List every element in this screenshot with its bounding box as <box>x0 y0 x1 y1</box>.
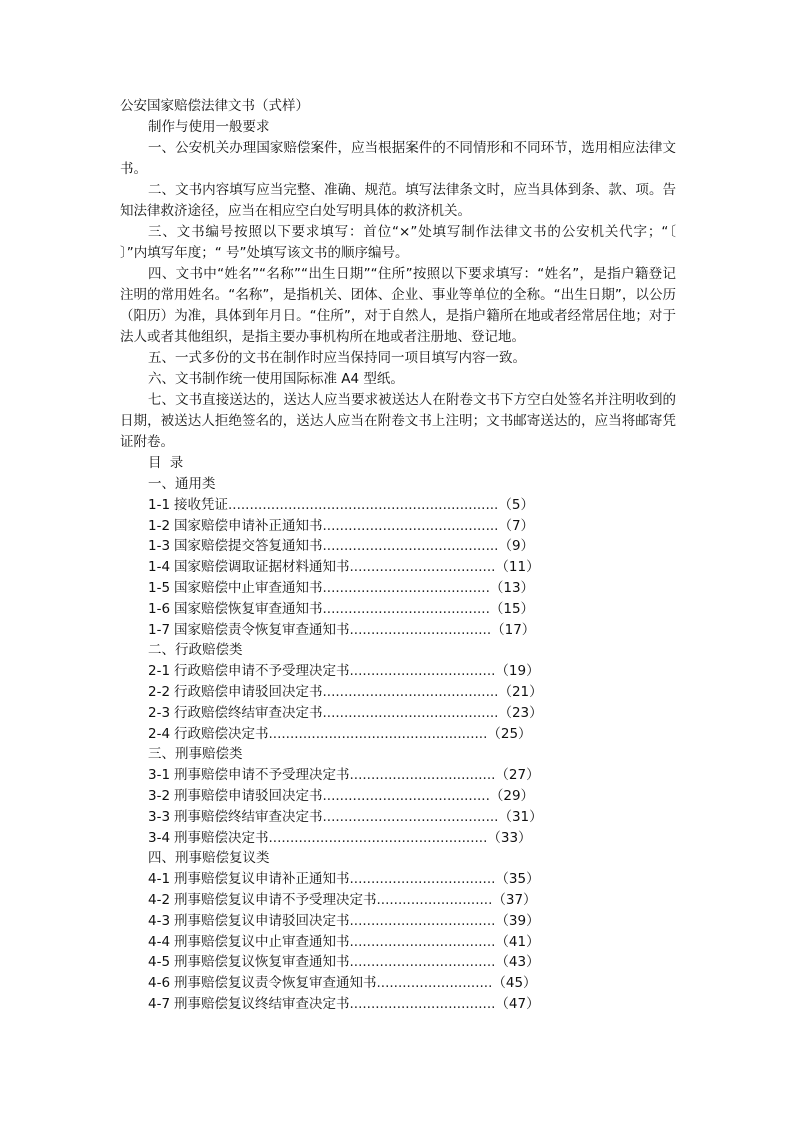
requirement-paragraph: 七、文书直接送达的，送达人应当要求被送达人在附卷文书下方空白处签名并注明收到的日期，被送达人拒绝签名的，送达人应当在附卷文书上注明；文书邮寄送达的，应当将邮寄凭证附卷。 <box>120 392 676 450</box>
toc-leader-dots: ......................................... <box>322 683 499 700</box>
requirement-paragraph: 四、文书中“姓名”“名称”“出生日期”“住所”按照以下要求填写：“姓名”，是指户籍登记注明的常用姓名。“名称”，是指机关、团体、企业、事业等单位的全称。“出生日期”，以公历（阳历）为准，具体到年月日。“住所”，对于自然人，是指户籍所在地或者经常居住地；对于法人或者其他组织，是指主要办事机构所在地或者注册地、登记地。 <box>120 266 676 345</box>
toc-leader-dots: ................................................... <box>268 725 488 742</box>
toc-section-title: 三、刑事赔偿类 <box>148 746 243 763</box>
toc-leader-dots: ....................................... <box>322 579 490 596</box>
toc-entry-label: 接收凭证 <box>174 496 228 513</box>
toc-entry-label: 国家赔偿调取证据材料通知书 <box>174 559 350 576</box>
document-page <box>120 96 676 1015</box>
toc-entry[interactable] <box>120 869 676 890</box>
requirements-list <box>120 138 676 453</box>
section-heading: 制作与使用一般要求 <box>148 119 270 135</box>
toc-entry-number: 1-7 <box>148 621 171 638</box>
toc-entry-number: 2-4 <box>148 725 171 742</box>
toc-entry[interactable] <box>120 807 676 828</box>
toc-leader-dots: .................................. <box>349 559 496 576</box>
toc-section-title: 二、行政赔偿类 <box>148 642 243 659</box>
toc-entry-label: 行政赔偿决定书 <box>174 725 269 742</box>
toc-entry[interactable] <box>120 620 676 641</box>
toc-entry-label: 国家赔偿提交答复通知书 <box>174 538 323 555</box>
toc-entry-page: （31） <box>498 808 543 825</box>
toc-entry-number: 1-6 <box>148 600 171 617</box>
toc-entry-page: （19） <box>495 663 540 680</box>
requirement-paragraph: 六、文书制作统一使用国际标准 A4 型纸。 <box>148 371 404 387</box>
toc-entry[interactable] <box>120 911 676 932</box>
toc-leader-dots: .................................. <box>349 995 496 1012</box>
toc-entry-page: （27） <box>495 767 540 784</box>
toc-entry-page: （23） <box>498 704 543 721</box>
toc-entry-number: 3-2 <box>148 787 171 804</box>
toc-entry-page: （37） <box>492 891 537 908</box>
toc-entry[interactable] <box>120 516 676 537</box>
requirement-paragraph: 二、文书内容填写应当完整、准确、规范。填写法律条文时，应当具体到条、款、项。告知法律救济途径，应当在相应空白处写明具体的救济机关。 <box>120 182 676 219</box>
toc-entry-number: 4-4 <box>148 933 171 950</box>
toc-entry-page: （39） <box>495 912 540 929</box>
toc-entry-page: （43） <box>495 954 540 971</box>
toc-section-title: 一、通用类 <box>148 476 216 492</box>
toc-leader-dots: ....................................... <box>322 787 490 804</box>
toc-entry[interactable] <box>120 973 676 994</box>
toc-leader-dots: .................................. <box>349 912 496 929</box>
toc-entry[interactable] <box>120 994 676 1015</box>
toc-entry-page: （25） <box>487 725 532 742</box>
toc-entry-label: 国家赔偿恢复审查通知书 <box>174 600 323 617</box>
toc-entry-label: 刑事赔偿复议申请补正通知书 <box>174 871 350 888</box>
toc-leader-dots: ......................................... <box>322 517 499 534</box>
toc-entry-number: 1-4 <box>148 559 171 576</box>
toc-entry-number: 2-1 <box>148 663 171 680</box>
toc-entry[interactable] <box>120 557 676 578</box>
toc-entry[interactable] <box>120 703 676 724</box>
toc-entry-number: 2-2 <box>148 683 171 700</box>
toc-heading: 目 录 <box>148 455 186 471</box>
toc-entry-page: （5） <box>498 496 534 513</box>
toc-leader-dots: .................................. <box>349 933 496 950</box>
toc-entry-label: 刑事赔偿复议终结审查决定书 <box>174 995 350 1012</box>
toc-entry[interactable] <box>120 786 676 807</box>
toc-entry-number: 4-1 <box>148 871 171 888</box>
toc-leader-dots: ......................................... <box>322 704 499 721</box>
toc-entry-label: 国家赔偿责令恢复审查通知书 <box>174 621 350 638</box>
toc-entry-label: 刑事赔偿复议中止审查通知书 <box>174 933 350 950</box>
toc-entry-number: 1-5 <box>148 579 171 596</box>
toc-entry-number: 4-5 <box>148 954 171 971</box>
requirement-paragraph: 一、公安机关办理国家赔偿案件，应当根据案件的不同情形和不同环节，选用相应法律文书。 <box>120 140 676 177</box>
toc-entry[interactable] <box>120 495 676 516</box>
toc-entry-page: （41） <box>495 933 540 950</box>
toc-entry-number: 3-4 <box>148 829 171 846</box>
toc-entry-label: 刑事赔偿申请不予受理决定书 <box>174 767 350 784</box>
toc-entry[interactable] <box>120 661 676 682</box>
toc-leader-dots: .................................. <box>349 663 496 680</box>
toc-entry[interactable] <box>120 932 676 953</box>
toc-entry[interactable] <box>120 599 676 620</box>
toc-entry-page: （13） <box>489 579 535 596</box>
requirement-paragraph: 三、文书编号按照以下要求填写：首位“×”处填写制作法律文书的公安机关代字；“〔 〕”内填写年度；“ 号”处填写该文书的顺序编号。 <box>120 224 676 261</box>
toc-entry-label: 国家赔偿中止审查通知书 <box>174 579 323 596</box>
toc-entry[interactable] <box>120 682 676 703</box>
toc-entry-label: 行政赔偿申请驳回决定书 <box>174 683 323 700</box>
toc-entry-number: 4-7 <box>148 995 171 1012</box>
toc-entry[interactable] <box>120 724 676 745</box>
toc-entry-number: 4-3 <box>148 912 171 929</box>
toc-leader-dots: .................................. <box>349 954 496 971</box>
toc-entry-number: 1-1 <box>148 496 171 513</box>
toc-entry-number: 1-2 <box>148 517 171 534</box>
toc-leader-dots: .................................. <box>349 767 496 784</box>
toc-entry-page: （11） <box>495 559 540 576</box>
toc-entry-label: 刑事赔偿复议申请不予受理决定书 <box>174 891 377 908</box>
toc-entry-label: 刑事赔偿复议责令恢复审查通知书 <box>174 975 377 992</box>
toc-leader-dots: ................................. <box>349 621 492 638</box>
toc-entry[interactable] <box>120 536 676 557</box>
toc-entry-page: （7） <box>498 517 535 534</box>
toc-leader-dots: ......................................... <box>322 538 499 555</box>
toc-entry-page: （9） <box>498 538 535 555</box>
toc-entry-number: 1-3 <box>148 538 171 555</box>
toc-entry-label: 刑事赔偿决定书 <box>174 829 269 846</box>
toc-entry-label: 行政赔偿申请不予受理决定书 <box>174 663 350 680</box>
toc-entry-label: 刑事赔偿终结审查决定书 <box>174 808 323 825</box>
toc-section-title: 四、刑事赔偿复议类 <box>148 850 270 867</box>
toc-entry-page: （33） <box>487 829 532 846</box>
requirement-paragraph: 五、一式多份的文书在制作时应当保持同一项目填写内容一致。 <box>148 350 526 366</box>
toc-entry[interactable] <box>120 765 676 786</box>
toc-entry-label: 刑事赔偿复议恢复审查通知书 <box>174 954 350 971</box>
toc-entry-page: （21） <box>498 683 543 700</box>
toc-leader-dots: ............................................................... <box>228 496 499 513</box>
toc-entry[interactable] <box>120 952 676 973</box>
toc-entry-page: （29） <box>489 787 535 804</box>
toc-entry-number: 4-2 <box>148 891 171 908</box>
table-of-contents <box>120 474 676 1015</box>
document-title: 公安国家赔偿法律文书（式样） <box>120 98 309 114</box>
toc-entry-label: 行政赔偿终结审查决定书 <box>174 704 323 721</box>
toc-entry[interactable] <box>120 890 676 911</box>
toc-leader-dots: ........................... <box>376 891 493 908</box>
toc-entry-page: （45） <box>492 975 537 992</box>
toc-entry-number: 3-3 <box>148 808 171 825</box>
toc-entry-page: （47） <box>495 995 540 1012</box>
toc-entry-number: 3-1 <box>148 767 171 784</box>
toc-entry[interactable] <box>120 578 676 599</box>
toc-entry-number: 4-6 <box>148 975 171 992</box>
toc-leader-dots: ......................................... <box>322 808 499 825</box>
toc-entry-label: 刑事赔偿复议申请驳回决定书 <box>174 912 350 929</box>
toc-leader-dots: .................................. <box>349 871 496 888</box>
toc-entry-label: 刑事赔偿申请驳回决定书 <box>174 787 323 804</box>
toc-entry-label: 国家赔偿申请补正通知书 <box>174 517 323 534</box>
toc-leader-dots: ....................................... <box>322 600 490 617</box>
toc-leader-dots: ................................................... <box>268 829 488 846</box>
toc-entry-page: （17） <box>491 621 536 638</box>
toc-entry-page: （35） <box>495 871 540 888</box>
toc-entry-number: 2-3 <box>148 704 171 721</box>
toc-entry-page: （15） <box>489 600 535 617</box>
toc-entry[interactable] <box>120 828 676 849</box>
toc-leader-dots: ........................... <box>376 975 493 992</box>
